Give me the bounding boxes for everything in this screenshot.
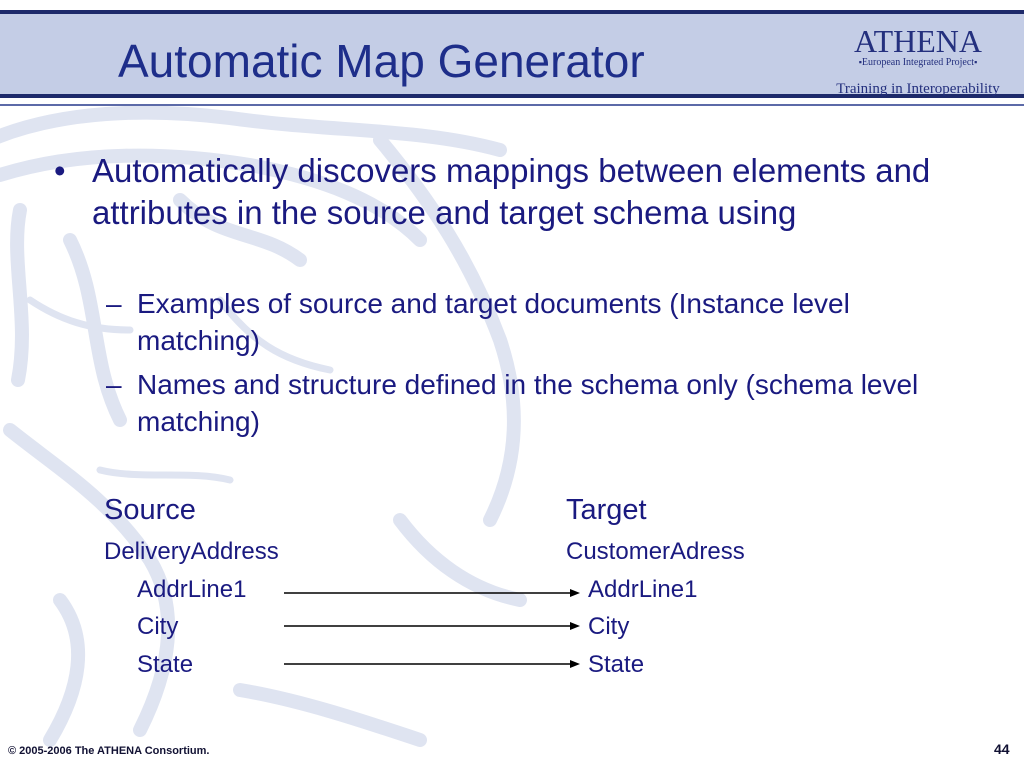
source-field-city: City: [137, 613, 179, 640]
sub-bullet-text: Examples of source and target documents (Instance level matching): [137, 288, 850, 356]
copyright-footer: © 2005-2006 The ATHENA Consortium.: [8, 745, 210, 757]
slide-title: Automatic Map Generator: [118, 35, 645, 87]
target-field-addrline1: AddrLine1: [588, 576, 698, 603]
page-number: 44: [994, 741, 1010, 757]
source-header: Source: [104, 494, 196, 526]
main-bullet: [52, 150, 952, 234]
target-field-city: City: [588, 613, 630, 640]
source-root-element: DeliveryAddress: [104, 538, 279, 565]
target-header: Target: [566, 494, 647, 526]
logo-name: ATHENA: [854, 23, 982, 59]
target-field-state: State: [588, 651, 645, 678]
sub-bullet-instance-matching: [106, 285, 936, 359]
logo-bullet-left: ▪: [858, 57, 862, 67]
title-divider: [0, 104, 1024, 106]
source-field-addrline1: AddrLine1: [137, 576, 247, 603]
sub-bullet-marker: –: [106, 288, 122, 319]
bullet-marker: •: [54, 152, 66, 189]
sub-bullet-text: Names and structure defined in the schema only (schema level matching): [137, 369, 919, 437]
logo-subtitle: [820, 56, 1016, 69]
sub-bullet-marker: –: [106, 369, 122, 400]
mapping-arrow-city: [284, 620, 580, 632]
main-bullet-text: Automatically discovers mappings between elements and attributes in the source and target schema using: [92, 152, 931, 231]
target-root-element: CustomerAdress: [566, 538, 745, 565]
source-field-state: State: [137, 651, 194, 678]
mapping-arrow-state: [284, 658, 580, 670]
mapping-arrow-addrline1: [284, 587, 580, 599]
logo-bullet-right: ▪: [974, 57, 978, 67]
logo-tagline: Training in Interoperability: [836, 81, 1000, 97]
sub-bullet-schema-matching: [106, 366, 936, 440]
athena-logo: [820, 24, 1016, 98]
logo-subtitle-text: European Integrated Project: [861, 57, 975, 68]
